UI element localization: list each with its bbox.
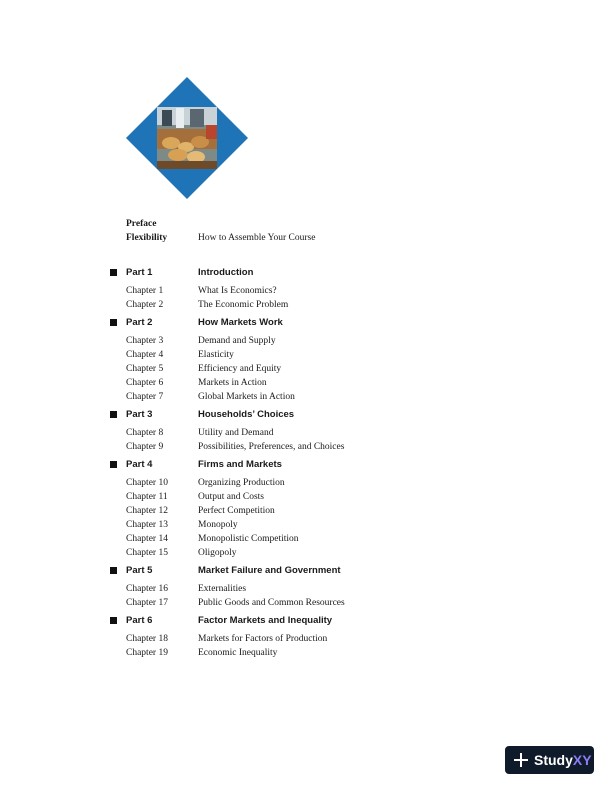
chapter-title: The Economic Problem xyxy=(198,300,289,310)
chapter-title: Utility and Demand xyxy=(198,428,274,438)
flexibility-heading: Flexibility xyxy=(126,233,168,243)
chapter-label: Chapter 4 xyxy=(126,350,164,360)
part-title: Market Failure and Government xyxy=(198,565,341,576)
part-title: Factor Markets and Inequality xyxy=(198,615,333,626)
studyxy-brand-text xyxy=(534,751,592,769)
chapter-label: Chapter 3 xyxy=(126,336,164,346)
chapter-title: Output and Costs xyxy=(198,492,264,502)
part-label: Part 3 xyxy=(126,409,153,420)
flexibility-description: How to Assemble Your Course xyxy=(198,233,316,243)
chapter-label: Chapter 12 xyxy=(126,506,168,516)
chapter-title: Oligopoly xyxy=(198,548,237,558)
chapter-label: Chapter 7 xyxy=(126,392,164,402)
chapter-title: Monopolistic Competition xyxy=(198,534,299,544)
part-title: Firms and Markets xyxy=(198,459,282,470)
preface-heading: Preface xyxy=(126,219,157,229)
part-title: How Markets Work xyxy=(198,317,283,328)
chapter-title: Elasticity xyxy=(198,350,234,360)
chapter-label: Chapter 6 xyxy=(126,378,164,388)
chapter-label: Chapter 18 xyxy=(126,634,168,644)
part-label: Part 1 xyxy=(126,267,153,278)
chapter-label: Chapter 13 xyxy=(126,520,168,530)
chapter-label: Chapter 17 xyxy=(126,598,168,608)
studyxy-badge[interactable] xyxy=(505,746,594,774)
chapter-title: Global Markets in Action xyxy=(198,392,295,402)
chapter-title: Organizing Production xyxy=(198,478,285,488)
chapter-label: Chapter 10 xyxy=(126,478,168,488)
chapter-title: Economic Inequality xyxy=(198,648,278,658)
brand-accent: XY xyxy=(572,752,592,768)
part-bullet xyxy=(110,461,117,468)
chapter-label: Chapter 1 xyxy=(126,286,164,296)
chapter-label: Chapter 11 xyxy=(126,492,168,502)
part-label: Part 4 xyxy=(126,459,153,470)
brand-main: Study xyxy=(534,752,573,768)
part-bullet xyxy=(110,617,117,624)
chapter-title: What Is Economics? xyxy=(198,286,277,296)
part-title: Households’ Choices xyxy=(198,409,295,420)
chapter-label: Chapter 8 xyxy=(126,428,164,438)
chapter-title: Markets for Factors of Production xyxy=(198,634,328,644)
part-label: Part 6 xyxy=(126,615,153,626)
chapter-title: Efficiency and Equity xyxy=(198,364,282,374)
chapter-title: Possibilities, Preferences, and Choices xyxy=(198,442,345,452)
chapter-title: Public Goods and Common Resources xyxy=(198,598,345,608)
chapter-label: Chapter 19 xyxy=(126,648,168,658)
chapter-label: Chapter 9 xyxy=(126,442,164,452)
part-label: Part 5 xyxy=(126,565,153,576)
part-bullet xyxy=(110,269,117,276)
part-bullet xyxy=(110,567,117,574)
part-label: Part 2 xyxy=(126,317,153,328)
chapter-label: Chapter 15 xyxy=(126,548,168,558)
chapter-label: Chapter 14 xyxy=(126,534,168,544)
chapter-title: Externalities xyxy=(198,584,247,594)
part-bullet xyxy=(110,411,117,418)
chapter-label: Chapter 16 xyxy=(126,584,168,594)
part-bullet xyxy=(110,319,117,326)
plus-icon xyxy=(513,752,529,768)
chapter-label: Chapter 5 xyxy=(126,364,164,374)
chapter-title: Perfect Competition xyxy=(198,506,275,516)
chapter-title: Monopoly xyxy=(198,520,238,530)
part-title: Introduction xyxy=(198,267,254,278)
chapter-title: Markets in Action xyxy=(198,378,267,388)
chapter-title: Demand and Supply xyxy=(198,336,276,346)
chapter-label: Chapter 2 xyxy=(126,300,164,310)
